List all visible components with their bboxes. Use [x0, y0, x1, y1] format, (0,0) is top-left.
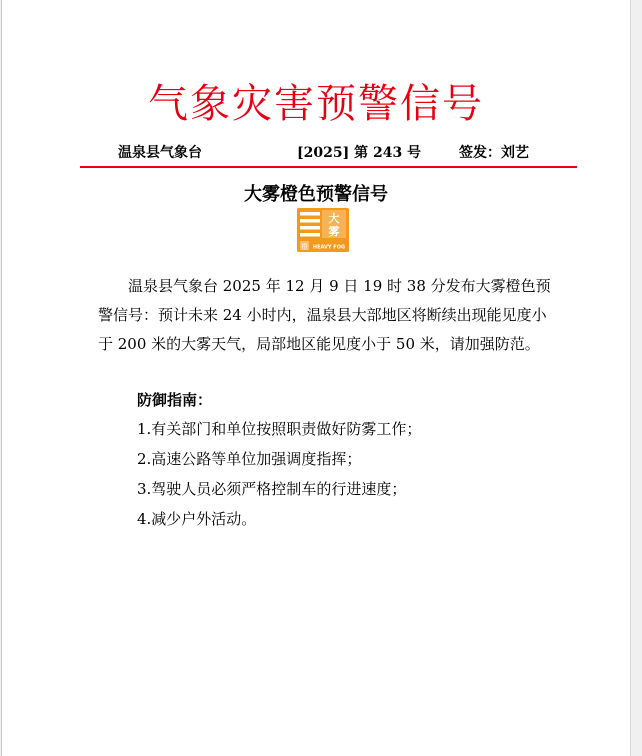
icon-glyph-bottom: 雾: [328, 225, 340, 238]
document-page: [1, 0, 631, 756]
header-title: 气象灾害预警信号: [148, 81, 484, 127]
issue-number: [2025] 第 243 号: [297, 145, 422, 161]
heavy-fog-orange-warning-icon: [297, 208, 349, 252]
defense-guide-list: [137, 414, 421, 534]
icon-corner-label: 橙: [301, 242, 308, 251]
issuer-name: 温泉县气象台: [118, 145, 202, 161]
red-divider: [80, 166, 577, 168]
guide-item: 4.减少户外活动。: [137, 510, 257, 528]
guide-item: 2.高速公路等单位加强调度指挥；: [137, 450, 362, 468]
heavy-fog-icon: [297, 208, 349, 252]
guide-item: 1.有关部门和单位按照职责做好防雾工作；: [137, 420, 422, 438]
icon-caption: HEAVY FOG: [312, 244, 346, 251]
warning-body-text: 温泉县气象台 2025 年 12 月 9 日 19 时 38 分发布大雾橙色预警信号：预计未来 24 小时内，温泉县大部地区将断续出现能见度小于 200 米的大雾天气，局部地区能见度小于 50 米，请加强防范。: [98, 277, 551, 353]
defense-guide-heading: 防御指南：: [137, 391, 213, 409]
signer: 签发：刘艺: [459, 145, 529, 161]
guide-item: 3.驾驶人员必须严格控制车的行进速度；: [137, 480, 407, 498]
document-title: 大雾橙色预警信号: [244, 184, 388, 205]
icon-glyph-top: 大: [328, 212, 340, 225]
